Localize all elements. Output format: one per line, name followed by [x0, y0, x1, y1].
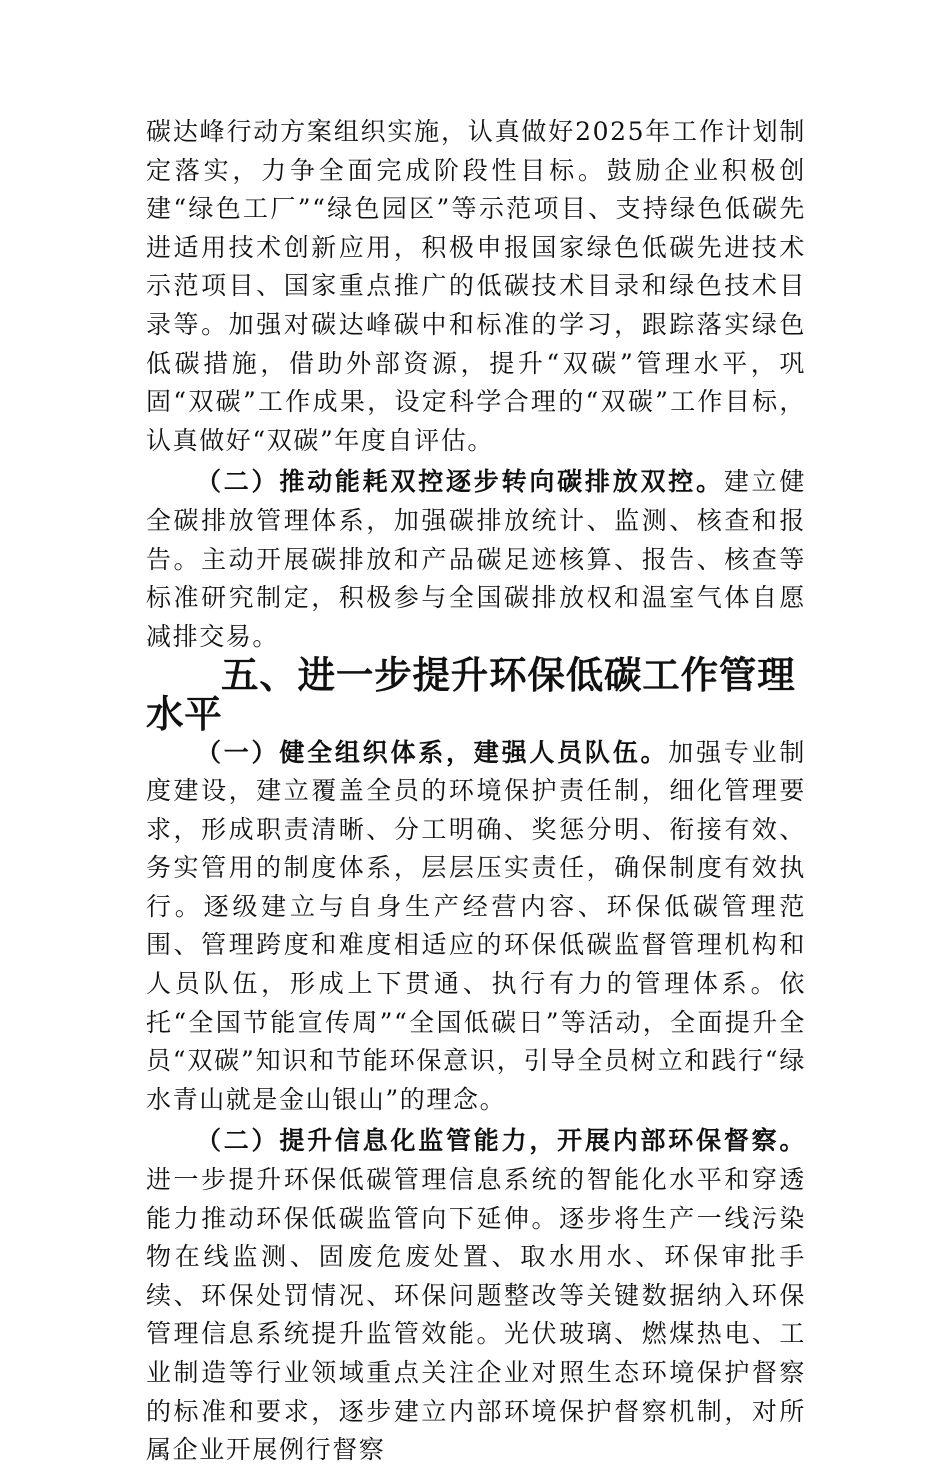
document-body	[146, 113, 806, 1470]
paragraph-text: 建立健全碳排放管理体系，加强碳排放统计、监测、核查和报告。主动开展碳排放和产品碳足迹核算、报告、核查等标准研究制定，积极参与全国碳排放权和温室气体自愿减排交易。	[146, 467, 806, 651]
paragraph-text: 进一步提升环保低碳管理信息系统的智能化水平和穿透能力推动环保低碳监管向下延伸。逐步将生产一线污染物在线监测、固废危废处置、取水用水、环保审批手续、环保处罚情况、环保问题整改等关键数据纳入环保管理信息系统提升监管效能。光伏玻璃、燃煤热电、工业制造等行业领域重点关注企业对照生态环境保护督察的标准和要求，逐步建立内部环境保护督察机制，对所属企业开展例行督察	[146, 1165, 806, 1465]
paragraph-continuation	[146, 113, 806, 460]
paragraph-lead: （二）提升信息化监管能力，开展内部环保督察。	[196, 1126, 806, 1156]
paragraph-organization	[146, 734, 806, 1120]
paragraph-text: 加强专业制度建设，建立覆盖全员的环境保护责任制，细化管理要求，形成职责清晰、分工明确、奖惩分明、衔接有效、务实管用的制度体系，层层压实责任，确保制度有效执行。逐级建立与自身生产经营内容、环保低碳管理范围、管理跨度和难度相适应的环保低碳监督管理机构和人员队伍，形成上下贯通、执行有力的管理体系。依托“全国节能宣传周”“全国低碳日”等活动，全面提升全员“双碳”知识和节能环保意识，引导全员树立和践行“绿水青山就是金山银山”的理念。	[146, 737, 806, 1114]
paragraph-lead: （一）健全组织体系，建强人员队伍。	[196, 737, 669, 767]
section-heading: 五、进一步提升环保低碳工作管理水平	[146, 653, 796, 736]
paragraph-informatization	[146, 1122, 806, 1469]
paragraph-text: 碳达峰行动方案组织实施，认真做好2025年工作计划制定落实，力争全面完成阶段性目标。鼓励企业积极创建“绿色工厂”“绿色园区”等示范项目、支持绿色低碳先进适用技术创新应用，积极申报国家绿色低碳先进技术示范项目、国家重点推广的低碳技术目录和绿色技术目录等。加强对碳达峰碳中和标准的学习，跟踪落实绿色低碳措施，借助外部资源，提升“双碳”管理水平，巩固“双碳”工作成果，设定科学合理的“双碳”工作目标，认真做好“双碳”年度自评估。	[146, 117, 806, 455]
paragraph-carbon-control	[146, 463, 806, 656]
paragraph-lead: （二）推动能耗双控逐步转向碳排放双控。	[196, 467, 724, 497]
